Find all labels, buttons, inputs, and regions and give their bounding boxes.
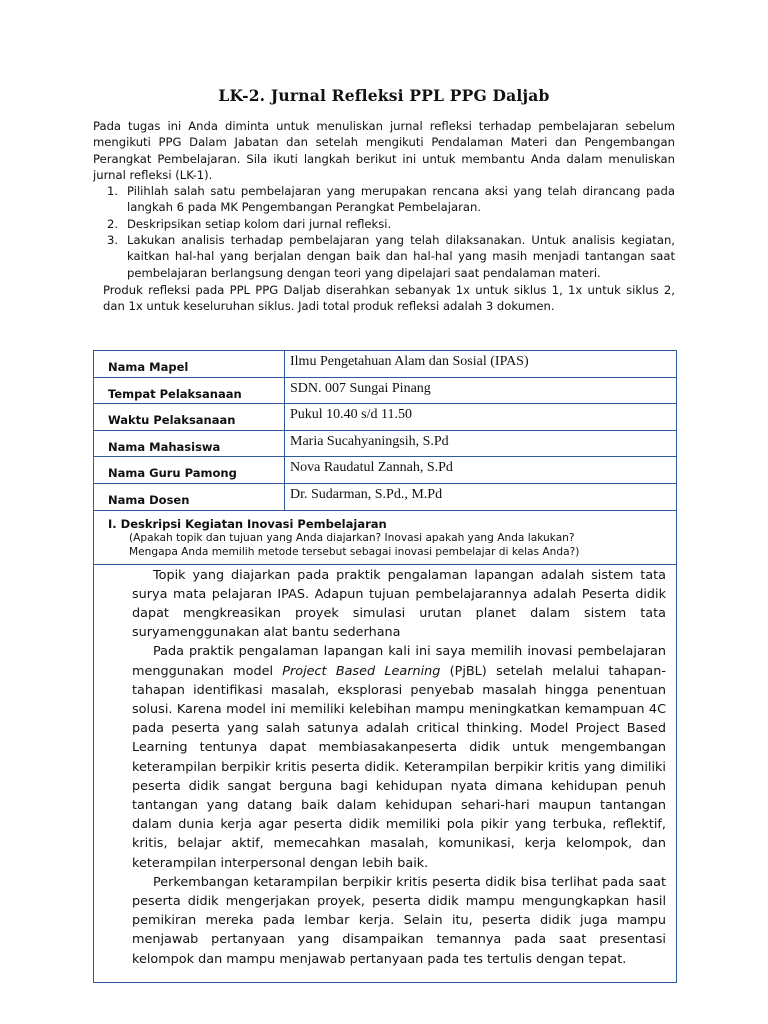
closing-paragraph: Produk refleksi pada PPL PPG Daljab diserahkan sebanyak 1x untuk siklus 1, 1x untuk siklus 2, dan 1x untuk keseluruhan siklus. Jadi total produk refleksi adalah 3 dokumen. — [103, 282, 675, 314]
intro-paragraph: Pada tugas ini Anda diminta untuk menuliskan jurnal refleksi terhadap pembelajaran sebelum mengikuti PPG Dalam Jabatan dan setelah mengikuti Pendalaman Materi dan Pengembangan Perangkat Pembelajaran. Sila ikuti langkah berikut ini untuk membantu Anda dalam menuliskan jurnal refleksi (LK-1). — [93, 119, 675, 182]
table-row — [94, 430, 677, 457]
step-number: 3. — [107, 233, 119, 248]
field-label: Nama Dosen — [94, 483, 285, 510]
body-paragraph-3 — [132, 873, 666, 969]
section-header-row — [94, 510, 677, 564]
paragraph-text: Pada praktik pengalaman lapangan kali ini saya memilih inovasi pembelajaran menggunakan model — [132, 644, 666, 679]
paragraph-text: (PjBL) setelah melalui tahapan-tahapan identifikasi masalah, eksplorasi penyebab masalah hingga penentuan solusi. Karena model ini memiliki kelebihan mampu meningkatkan kemampuan 4C pada peserta yang salah satunya adalah critical thinking. Model Project Based Learning tentunya dapat membiasakanpeserta didik untuk mengembangan keterampilan berpikir kritis peserta didik. Keterampilan berpikir kritis yang dimiliki peserta didik sangat berguna bagi kehidupan nyata dimana kehidupan penuh tantangan yang datang baik dalam kehidupan sehari-hari maupun tantangan dalam dunia kerja agar peserta didik memiliki pola pikir yang terbuka, reflektif, kritis, belajar aktif, memecahkan masalah, komunikasi, kerja kelompok, dan keterampilan interpersonal dengan lebih baik. — [132, 663, 666, 871]
page-title: LK-2. Jurnal Refleksi PPL PPG Daljab — [218, 86, 550, 105]
field-value: Ilmu Pengetahuan Alam dan Sosial (IPAS) — [285, 351, 677, 378]
field-label: Waktu Pelaksanaan — [94, 404, 285, 431]
table-row — [94, 457, 677, 484]
step-text: Deskripsikan setiap kolom dari jurnal refleksi. — [127, 216, 392, 231]
section-body-row — [94, 564, 677, 982]
body-paragraph-2 — [132, 642, 666, 872]
table-row — [94, 351, 677, 378]
field-value: Nova Raudatul Zannah, S.Pd — [285, 457, 677, 484]
list-item — [93, 183, 675, 216]
model-name-italic: Project Based Learning — [282, 663, 441, 679]
body-paragraph-1 — [132, 566, 666, 643]
table-row — [94, 483, 677, 510]
field-value: SDN. 007 Sungai Pinang — [285, 377, 677, 404]
field-label: Nama Mahasiswa — [94, 430, 285, 457]
instructions-block — [93, 118, 675, 315]
reflection-table — [93, 350, 677, 983]
field-label: Tempat Pelaksanaan — [94, 377, 285, 404]
field-value: Dr. Sudarman, S.Pd., M.Pd — [285, 483, 677, 510]
section-prompt-line-1: (Apakah topik dan tujuan yang Anda diajarkan? Inovasi apakah yang Anda lakukan? — [129, 531, 575, 544]
section-body — [94, 564, 677, 982]
field-value: Pukul 10.40 s/d 11.50 — [285, 404, 677, 431]
list-item — [93, 232, 675, 281]
steps-list — [93, 183, 675, 281]
field-label: Nama Mapel — [94, 351, 285, 378]
step-text: Lakukan analisis terhadap pembelajaran yang telah dilaksanakan. Untuk analisis kegiatan, kaitkan hal-hal yang berjalan dengan baik dan hal-hal yang masih menjadi tantangan saat pembelajaran berlangsung dengan teori yang dipelajari saat pendalaman materi. — [127, 233, 675, 280]
field-label: Nama Guru Pamong — [94, 457, 285, 484]
table-row — [94, 404, 677, 431]
list-item — [93, 216, 675, 232]
paragraph-text: Perkembangan ketarampilan berpikir kritis peserta didik bisa terlihat pada saat peserta didik mengerjakan proyek, peserta didik mampu mengungkapkan hasil pemikiran mereka pada lembar kerja. Selain itu, peserta didik juga mampu menjawab pertanyaan yang disampaikan temannya pada saat presentasi kelompok dan mampu menjawab pertanyaan pada tes tertulis dengan tepat. — [132, 874, 666, 967]
step-number: 2. — [107, 216, 119, 231]
section-title: I. Deskripsi Kegiatan Inovasi Pembelajaran — [108, 516, 387, 531]
section-header — [94, 510, 677, 564]
field-value: Maria Sucahyaningsih, S.Pd — [285, 430, 677, 457]
paragraph-text: Topik yang diajarkan pada praktik pengalaman lapangan adalah sistem tata surya mata pelajaran IPAS. Adapun tujuan pembelajarannya adalah Peserta didik dapat mengkreasikan proyek simulasi urutan planet dalam sistem tata suryamenggunakan alat bantu sederhana — [132, 567, 666, 641]
section-prompt-line-2: Mengapa Anda memilih metode tersebut sebagai inovasi pembelajar di kelas Anda?) — [129, 545, 580, 558]
step-text: Pilihlah salah satu pembelajaran yang merupakan rencana aksi yang telah dirancang pada langkah 6 pada MK Pengembangan Perangkat Pembelajaran. — [127, 184, 675, 215]
step-number: 1. — [107, 184, 119, 199]
table-row — [94, 377, 677, 404]
